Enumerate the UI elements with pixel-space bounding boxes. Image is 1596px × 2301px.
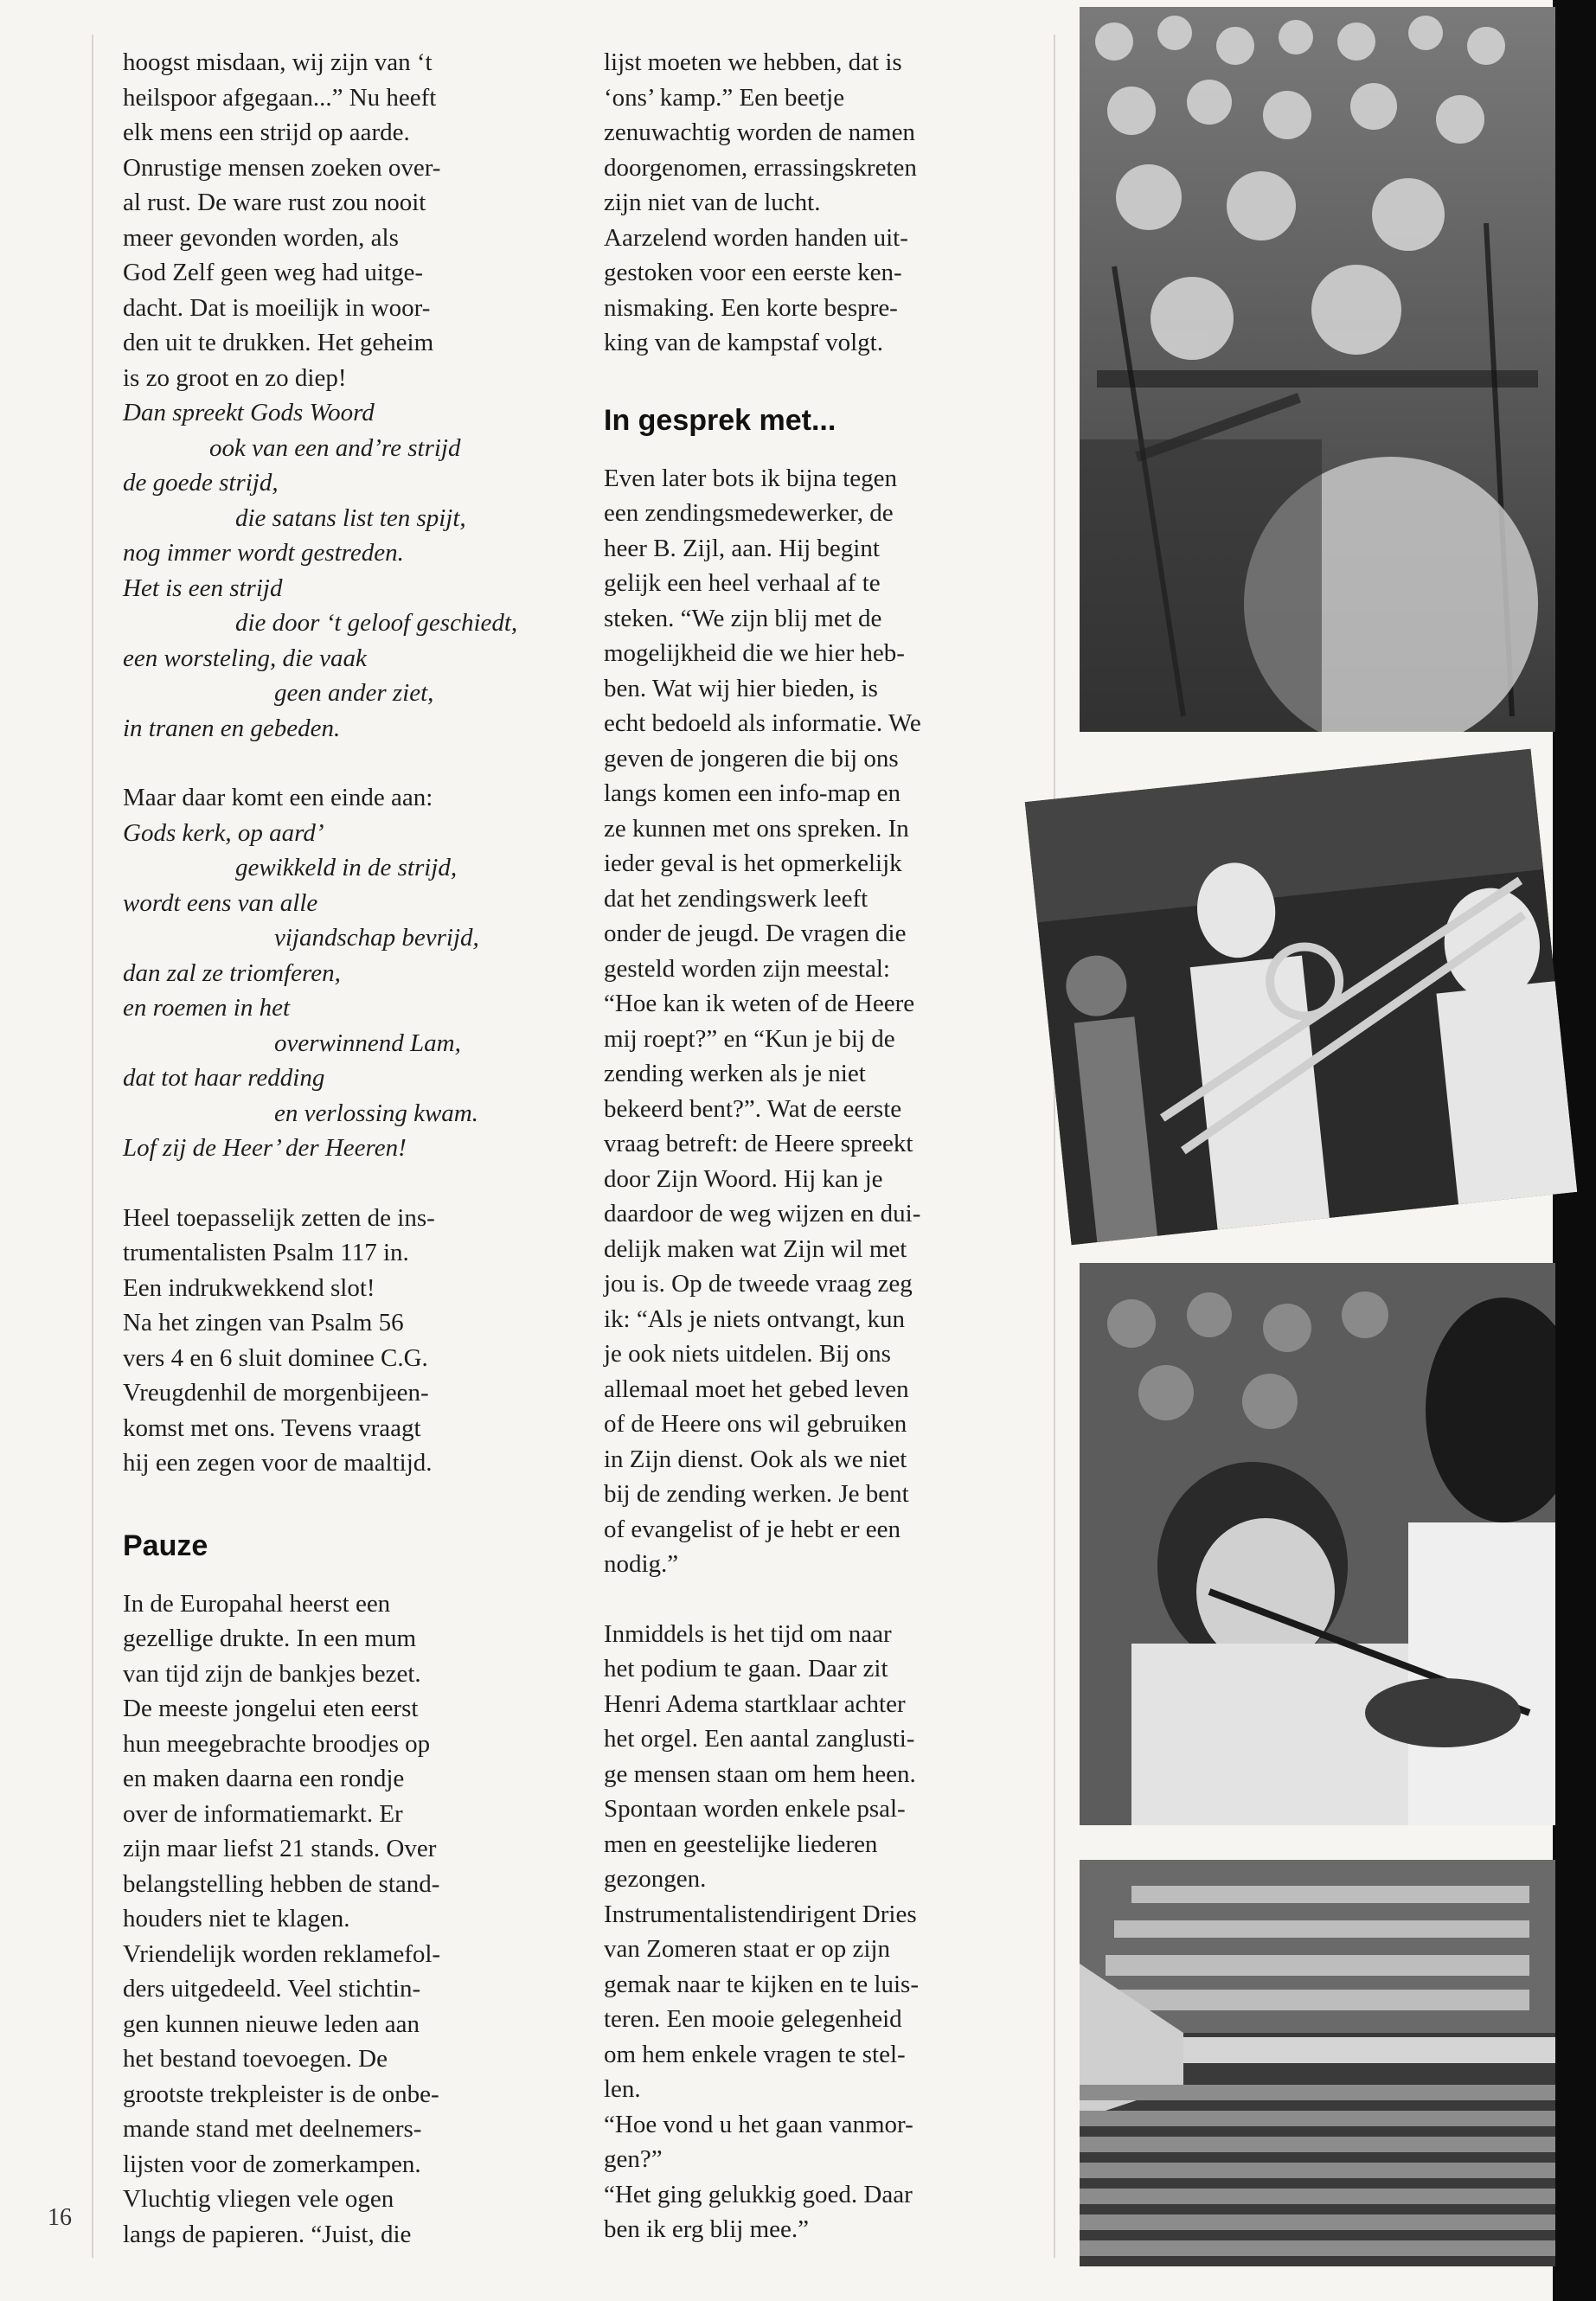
text-line: dacht. Dat is moeilijk in woor-: [123, 293, 431, 322]
text-line: belangstelling hebben de stand-: [123, 1869, 440, 1898]
text-line: zenuwachtig worden de namen: [604, 119, 915, 146]
text-line: een zendingsmedewerker, de: [604, 499, 894, 527]
text-line: langs komen een info-map en: [604, 779, 901, 807]
text-line: gen kunnen nieuwe leden aan: [123, 2009, 420, 2038]
paragraph-dirigent: [604, 1897, 1036, 2247]
text-line: het bestand toevoegen. De: [123, 2045, 388, 2073]
poem-line: ook van een and’re strijd: [209, 433, 461, 462]
text-line: in Zijn dienst. Ook als we niet: [604, 1445, 907, 1473]
section-heading-in-gesprek: In gesprek met...: [604, 403, 836, 437]
text-line: over de informatiemarkt. Er: [123, 1799, 403, 1828]
text-line: gestoken voor een eerste ken-: [604, 259, 902, 286]
text-line: heer B. Zijl, aan. Hij begint: [604, 534, 880, 562]
text-line: allemaal moet het gebed leven: [604, 1375, 909, 1403]
poem-line: vijandschap bevrijd,: [274, 924, 479, 952]
column-divider-right: [1054, 35, 1055, 2258]
text-line: of de Heere ons wil gebruiken: [604, 1410, 907, 1438]
photo-young-violinist: [1080, 1263, 1555, 1825]
text-line: of evangelist of je hebt er een: [604, 1515, 901, 1543]
text-line: zijn maar liefst 21 stands. Over: [123, 1835, 437, 1862]
poem-intro-line: Maar daar komt een einde aan:: [123, 784, 433, 811]
text-line: komst met ons. Tevens vraagt: [123, 1413, 421, 1442]
text-line: en maken daarna een rondje: [123, 1765, 405, 1792]
paragraph-pauze: [123, 1586, 555, 2253]
text-line: gesteld worden zijn meestal:: [604, 954, 890, 983]
text-line: nismaking. Een korte bespre-: [604, 293, 898, 322]
text-line: nodig.”: [604, 1550, 679, 1578]
text-line: Spontaan worden enkele psal-: [604, 1795, 906, 1823]
text-line: mij roept?” en “Kun je bij de: [604, 1024, 895, 1053]
poem-line: een worsteling, die vaak: [123, 644, 367, 672]
text-line: gezongen.: [604, 1865, 707, 1893]
text-line: ik: “Als je niets ontvangt, kun: [604, 1304, 905, 1333]
poem-line: Gods kerk, op aard’: [123, 818, 324, 847]
text-line: onder de jeugd. De vragen die: [604, 920, 907, 947]
page-number: 16: [48, 2204, 72, 2231]
text-line: doorgenomen, errassingskreten: [604, 153, 917, 182]
text-line: hij een zegen voor de maaltijd.: [123, 1449, 433, 1477]
poem-line: overwinnend Lam,: [274, 1029, 461, 1057]
text-line: len.: [604, 2075, 641, 2103]
text-line: steken. “We zijn blij met de: [604, 604, 882, 632]
text-line: God Zelf geen weg had uitge-: [123, 259, 424, 286]
poem-line: gewikkeld in de strijd,: [235, 854, 458, 881]
paragraph-interview: [604, 461, 1036, 1582]
text-line: Vreugdenhil de morgenbijeen-: [123, 1379, 429, 1407]
text-line: geven de jongeren die bij ons: [604, 744, 899, 772]
poem-line: die satans list ten spijt,: [235, 503, 466, 532]
photo-choir-singers: [1080, 7, 1555, 732]
poem-line: Lof zij de Heer’ der Heeren!: [123, 1134, 407, 1162]
text-line: gelijk een heel verhaal af te: [604, 569, 881, 597]
text-line: al rust. De ware rust zou nooit: [123, 189, 426, 216]
column-divider-left: [92, 35, 93, 2258]
paragraph-podium: [604, 1617, 1036, 1897]
text-line: mande stand met deelnemers-: [123, 2115, 422, 2143]
text-line: “Hoe kan ik weten of de Heere: [604, 990, 915, 1017]
text-line: grootste trekpleister is de onbe-: [123, 2080, 439, 2108]
text-line: ders uitgedeeld. Veel stichtin-: [123, 1975, 421, 2003]
text-column-left: [123, 45, 555, 2252]
text-line: Henri Adema startklaar achter: [604, 1689, 906, 1718]
text-line: mogelijkheid die we hier heb-: [604, 639, 905, 667]
text-line: men en geestelijke liederen: [604, 1830, 878, 1858]
photo-trombone-players: [1025, 749, 1578, 1246]
text-line: Onrustige mensen zoeken over-: [123, 153, 441, 182]
text-line: dat het zendingswerk leeft: [604, 884, 869, 913]
text-line: vraag betreft: de Heere spreekt: [604, 1130, 913, 1157]
text-line: bij de zending werken. Je bent: [604, 1480, 909, 1508]
text-line: gen?”: [604, 2145, 663, 2173]
text-line: “Het ging gelukkig goed. Daar: [604, 2180, 913, 2208]
text-line: heilspoor afgegaan...” Nu heeft: [123, 83, 437, 112]
paragraph-kamp: [604, 45, 1036, 361]
text-line: ieder geval is het opmerkelijk: [604, 849, 902, 877]
text-line: king van de kampstaf volgt.: [604, 329, 883, 356]
text-line: Een indrukwekkend slot!: [123, 1273, 375, 1302]
poem-line: de goede strijd,: [123, 469, 279, 497]
text-line: zending werken als je niet: [604, 1060, 866, 1087]
text-line: Na het zingen van Psalm 56: [123, 1309, 404, 1336]
photo-concert-hall: [1080, 1860, 1555, 2266]
text-line: van Zomeren staat er op zijn: [604, 1935, 890, 1963]
text-line: langs de papieren. “Juist, die: [123, 2220, 412, 2248]
text-column-middle: [604, 45, 1036, 2247]
text-line: In de Europahal heerst een: [123, 1589, 391, 1618]
text-line: elk mens een strijd op aarde.: [123, 119, 410, 146]
text-line: ben ik erg blij mee.”: [604, 2215, 810, 2243]
text-line: Aarzelend worden handen uit-: [604, 223, 908, 252]
poem-line: geen ander ziet,: [274, 679, 434, 707]
paragraph-slot: [123, 1201, 555, 1481]
text-line: zijn niet van de lucht.: [604, 189, 821, 216]
text-line: Inmiddels is het tijd om naar: [604, 1619, 892, 1648]
text-line: vers 4 en 6 sluit dominee C.G.: [123, 1343, 428, 1372]
text-line: ‘ons’ kamp.” Een beetje: [604, 83, 845, 112]
text-line: Heel toepasselijk zetten de ins-: [123, 1203, 435, 1232]
poem-line: die door ‘t geloof geschiedt,: [235, 609, 518, 637]
section-heading-pauze: Pauze: [123, 1529, 208, 1562]
poem-line: Dan spreekt Gods Woord: [123, 399, 375, 426]
text-line: daardoor de weg wijzen en dui-: [604, 1200, 921, 1227]
poem-line: en verlossing kwam.: [274, 1099, 478, 1127]
poem-stanza-1: [123, 395, 555, 746]
text-line: echt bedoeld als informatie. We: [604, 709, 921, 737]
text-line: Instrumentalistendirigent Dries: [604, 1900, 917, 1928]
text-line: ben. Wat wij hier bieden, is: [604, 674, 878, 702]
text-line: teren. Een mooie gelegenheid: [604, 2005, 902, 2033]
text-line: is zo groot en zo diep!: [123, 363, 347, 392]
text-line: jou is. Op de tweede vraag zeg: [604, 1270, 913, 1298]
poem-line: wordt eens van alle: [123, 888, 318, 917]
text-line: ze kunnen met ons spreken. In: [604, 814, 909, 843]
poem-line: dat tot haar redding: [123, 1064, 325, 1092]
text-line: gezellige drukte. In een mum: [123, 1625, 417, 1652]
text-line: het orgel. Een aantal zanglusti-: [604, 1725, 915, 1753]
text-line: van tijd zijn de bankjes bezet.: [123, 1659, 421, 1688]
text-line: trumentalisten Psalm 117 in.: [123, 1239, 409, 1266]
paragraph-intro: [123, 45, 555, 395]
poem-line: Het is een strijd: [123, 574, 283, 602]
text-line: gemak naar te kijken en te luis-: [604, 1970, 919, 1998]
text-line: hoogst misdaan, wij zijn van ‘t: [123, 48, 433, 76]
text-line: den uit te drukken. Het geheim: [123, 329, 434, 356]
text-line: “Hoe vond u het gaan vanmor-: [604, 2110, 913, 2138]
text-line: lijst moeten we hebben, dat is: [604, 48, 902, 76]
text-line: lijsten voor de zomerkampen.: [123, 2150, 421, 2178]
text-line: Even later bots ik bijna tegen: [604, 464, 898, 492]
text-line: Vluchtig vliegen vele ogen: [123, 2185, 394, 2213]
poem-line: nog immer wordt gestreden.: [123, 539, 404, 567]
text-line: ge mensen staan om hem heen.: [604, 1759, 916, 1788]
poem-stanza-2: [123, 816, 555, 1166]
text-line: het podium te gaan. Daar zit: [604, 1655, 888, 1682]
text-line: De meeste jongelui eten eerst: [123, 1695, 419, 1722]
text-line: Vriendelijk worden reklamefol-: [123, 1939, 441, 1968]
poem-line: dan zal ze triomferen,: [123, 958, 341, 987]
poem-line: en roemen in het: [123, 994, 291, 1022]
text-line: door Zijn Woord. Hij kan je: [604, 1164, 883, 1193]
poem-line: in tranen en gebeden.: [123, 714, 341, 742]
text-line: om hem enkele vragen te stel-: [604, 2040, 906, 2068]
text-line: delijk maken wat Zijn wil met: [604, 1234, 907, 1263]
text-line: houders niet te klagen.: [123, 1905, 350, 1932]
text-line: bekeerd bent?”. Wat de eerste: [604, 1094, 902, 1123]
text-line: meer gevonden worden, als: [123, 223, 399, 252]
text-line: je ook niets uitdelen. Bij ons: [604, 1340, 891, 1368]
text-line: hun meegebrachte broodjes op: [123, 1729, 431, 1758]
